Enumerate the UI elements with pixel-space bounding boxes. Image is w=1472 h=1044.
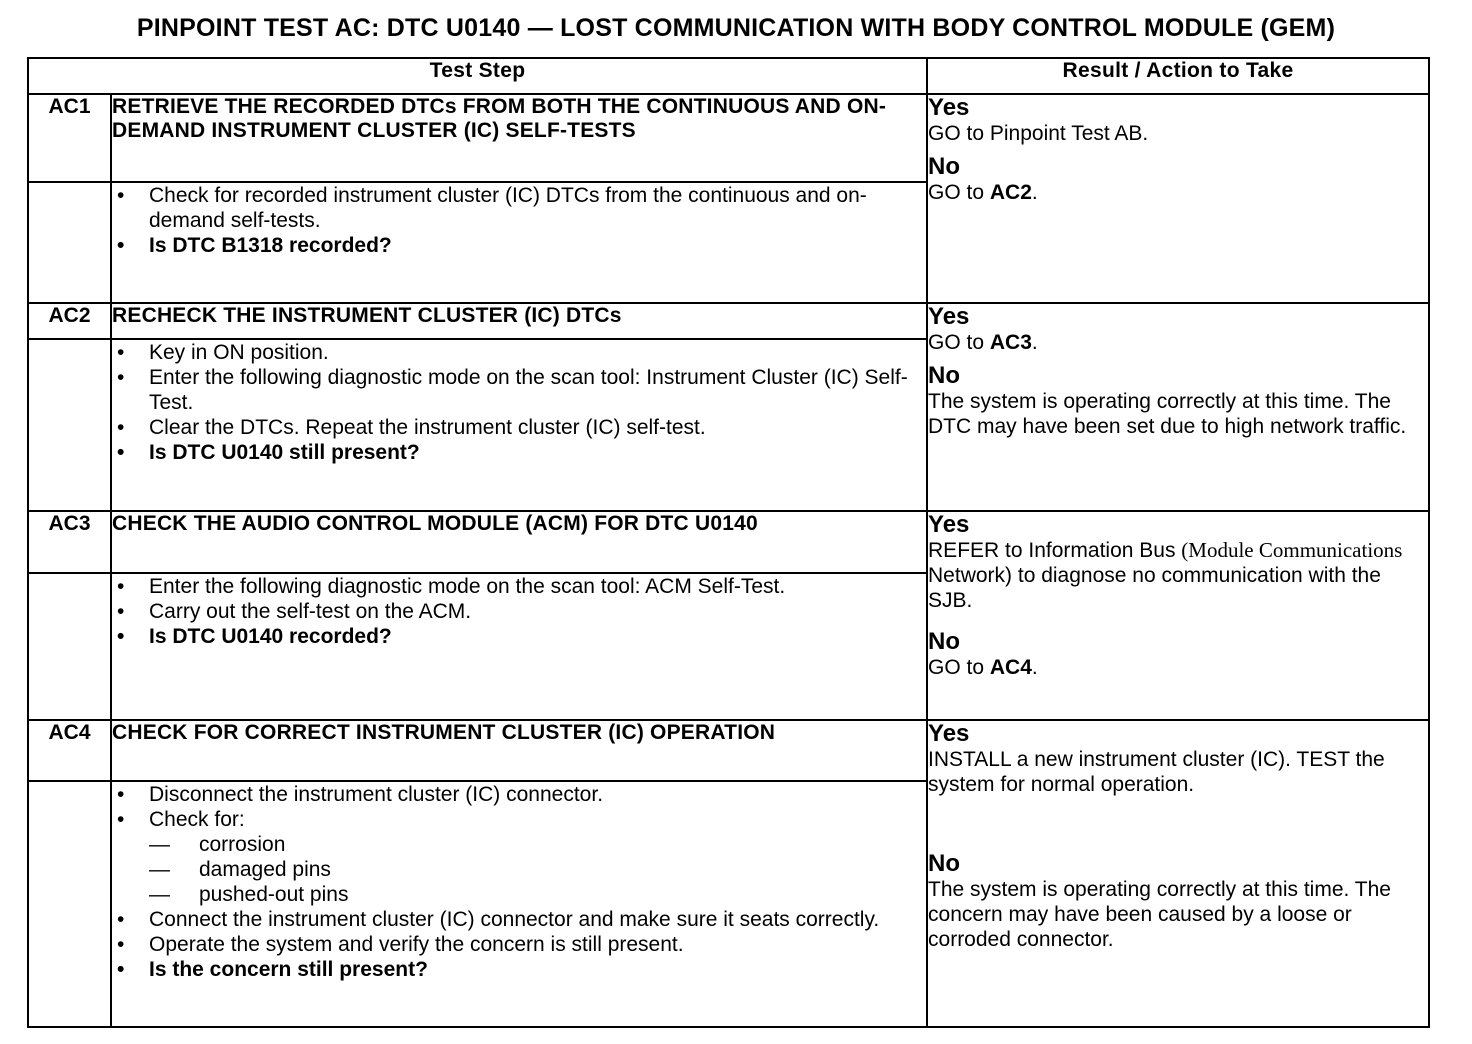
no-action: GO to AC4. [928, 656, 1038, 680]
list-item: • Enter the following diagnostic mode on the scan tool: Instrument Cluster (IC) Self-Test. [117, 366, 908, 415]
step-body [111, 339, 927, 511]
header-row [28, 58, 1429, 94]
list-item: • Enter the following diagnostic mode on the scan tool: ACM Self-Test. [117, 574, 786, 598]
yes-action: REFER to Information Bus (Module Communications Network) to diagnose no communication with the SJB. [928, 538, 1403, 613]
yes-label: Yes [928, 511, 970, 539]
step-link[interactable]: AC2 [989, 181, 1032, 205]
bullet-icon: • [117, 932, 125, 956]
list-item: • Clear the DTCs. Repeat the instrument cluster (IC) self-test. [117, 416, 706, 440]
bullet-icon: • [117, 599, 125, 623]
no-label: No [928, 849, 961, 877]
step-id: AC1 [28, 94, 111, 182]
bullet-icon: • [117, 341, 125, 365]
no-action: GO to AC2. [928, 181, 1038, 205]
bullet-icon: • [117, 366, 125, 390]
no-label: No [928, 628, 961, 656]
list-item: • Operate the system and verify the concern is still present. [117, 932, 684, 956]
list-item: • Key in ON position. [117, 341, 329, 365]
step-title-row [28, 720, 1429, 781]
id-spacer [28, 781, 111, 1027]
yes-label: Yes [928, 303, 970, 331]
step-body [111, 182, 927, 303]
page-title: PINPOINT TEST AC: DTC U0140 — LOST COMMUNICATION WITH BODY CONTROL MODULE (GEM) [136, 14, 1336, 42]
step-title: CHECK FOR CORRECT INSTRUMENT CLUSTER (IC) OPERATION [111, 720, 927, 781]
step-link[interactable]: AC4 [989, 656, 1032, 680]
step-id: AC4 [28, 720, 111, 781]
bullet-icon: • [117, 782, 125, 806]
test-step-header: Test Step [28, 58, 927, 94]
dash-icon: — [149, 857, 170, 881]
bullet-icon: • [117, 441, 125, 465]
bullet-icon: • [117, 807, 125, 831]
no-action: The system is operating correctly at this time. The concern may have been caused by a loose or corroded connector. [928, 877, 1391, 951]
pinpoint-test-table [27, 57, 1430, 1028]
step-title: RECHECK THE INSTRUMENT CLUSTER (IC) DTCs [111, 303, 927, 339]
bullet-icon: • [117, 574, 125, 598]
list-item: • Check for: — corrosion — damaged pins — pushed-out pins [112, 807, 926, 907]
yes-action: GO to Pinpoint Test AB. [928, 122, 1149, 146]
step-title-row [28, 511, 1429, 572]
yes-action: INSTALL a new instrument cluster (IC). TEST the system for normal operation. [928, 747, 1385, 796]
list-item: • Check for recorded instrument cluster (IC) DTCs from the continuous and on-demand self-tests. [117, 184, 867, 233]
question-item: • Is DTC U0140 still present? [117, 441, 420, 465]
yes-label: Yes [928, 94, 970, 122]
sub-list-item: — damaged pins [149, 857, 331, 881]
id-spacer [28, 182, 111, 303]
yes-label: Yes [928, 719, 970, 747]
yes-action: GO to AC3. [928, 331, 1038, 355]
sub-list-item: — pushed-out pins [149, 882, 349, 906]
id-spacer [28, 573, 111, 720]
step-link[interactable]: AC3 [989, 331, 1032, 355]
step-result [927, 511, 1429, 719]
bullet-icon: • [117, 624, 125, 648]
bullet-icon: • [117, 416, 125, 440]
dash-icon: — [149, 882, 170, 906]
step-id: AC3 [28, 511, 111, 572]
sub-list [149, 832, 926, 907]
step-title-row [28, 303, 1429, 339]
step-id: AC2 [28, 303, 111, 339]
bullet-icon: • [117, 957, 125, 981]
no-label: No [928, 362, 961, 390]
bullet-icon: • [117, 184, 125, 208]
question-item: • Is DTC B1318 recorded? [117, 234, 392, 258]
list-item: • Disconnect the instrument cluster (IC) connector. [117, 782, 604, 806]
step-result [927, 720, 1429, 1027]
step-result [927, 303, 1429, 511]
step-title: CHECK THE AUDIO CONTROL MODULE (ACM) FOR DTC U0140 [111, 511, 927, 572]
result-header: Result / Action to Take [927, 58, 1429, 94]
list-item: • Connect the instrument cluster (IC) connector and make sure it seats correctly. [117, 907, 880, 931]
question-item: • Is the concern still present? [117, 957, 428, 981]
step-body [111, 573, 927, 720]
question-item: • Is DTC U0140 recorded? [117, 624, 392, 648]
step-title-row [28, 94, 1429, 182]
bullet-icon: • [117, 234, 125, 258]
id-spacer [28, 339, 111, 511]
no-action: The system is operating correctly at this time. The DTC may have been set due to high network traffic. [928, 390, 1407, 439]
dash-icon: — [149, 832, 170, 856]
sub-list-item: — corrosion [149, 832, 286, 856]
step-body [111, 781, 927, 1027]
bullet-icon: • [117, 907, 125, 931]
list-item: • Carry out the self-test on the ACM. [117, 599, 472, 623]
step-result [927, 94, 1429, 303]
no-label: No [928, 153, 961, 181]
step-title: RETRIEVE THE RECORDED DTCs FROM BOTH THE CONTINUOUS AND ON-DEMAND INSTRUMENT CLUSTER (IC) SELF-TESTS [111, 94, 927, 182]
